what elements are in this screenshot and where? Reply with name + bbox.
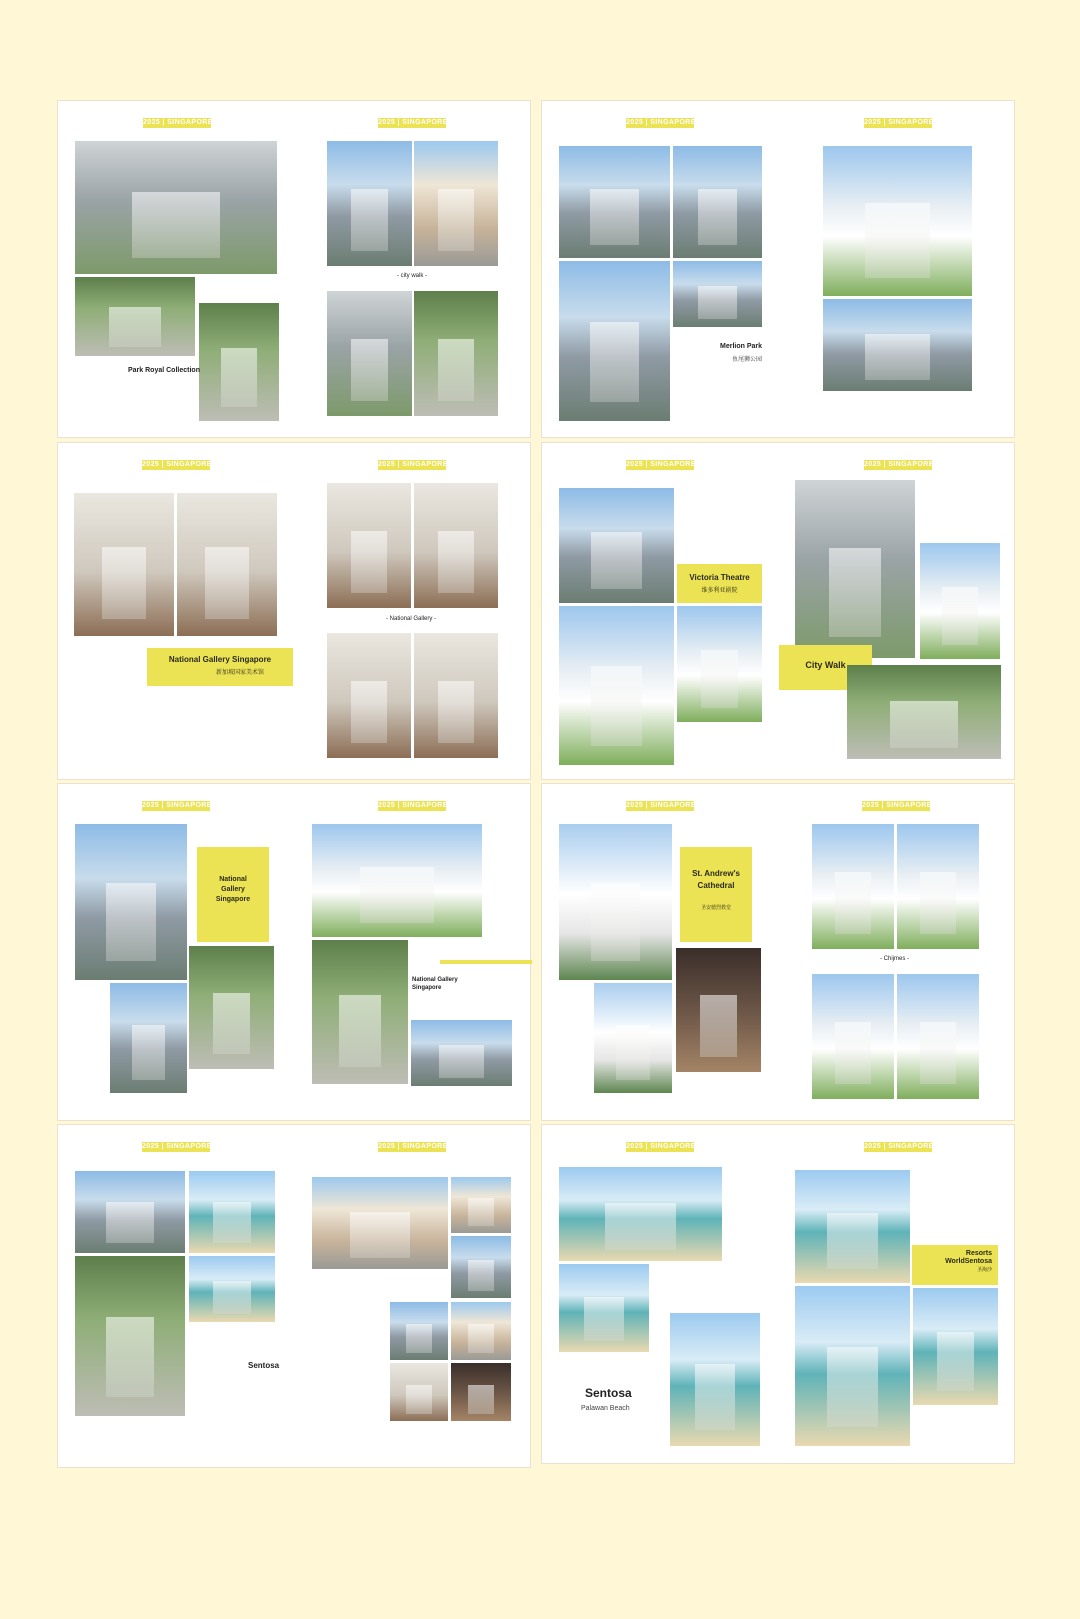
year-badge: 2025 | SINGAPORE [862,802,932,809]
spread-6 [541,783,1015,1121]
photo-palawan-lookout [670,1313,760,1446]
photo-park-royal-garden [75,277,195,356]
photo-chijmes-2 [897,824,979,949]
spread-3 [57,442,531,780]
label-st-andrews-line-2: Cathedral [697,881,735,890]
caption-national-gallery-2: Singapore [412,985,442,991]
label-national-gallery-title: National Gallery Singapore [168,655,272,664]
year-badge: 2025 | SINGAPORE [626,1143,696,1150]
photo-river-view [823,299,972,391]
caption-chijmes: - Chijmes - [880,956,910,962]
photo-park-royal-building [199,303,279,421]
photo-city-walk-1 [327,141,412,266]
photo-city-walk-park [847,665,1001,759]
photo-gallery-interior-4 [414,633,498,758]
spread-8 [541,1124,1015,1464]
photo-victoria-theatre-1 [559,606,674,765]
label-national-gallery-cn: 新加坡国家美术馆 [215,670,264,676]
caption-city-walk: - city walk - [397,273,427,279]
label-resorts-world-line-1: Resorts [965,1250,992,1257]
year-badge: 2025 | SINGAPORE [142,1143,212,1150]
label-city-walk-title: City Walk [805,660,846,670]
year-badge: 2025 | SINGAPORE [864,119,934,126]
accent-line [440,960,532,964]
label-resorts-world-cn: 圣淘沙 [976,1267,992,1273]
photo-gallery-arch [177,493,277,636]
subtitle-palawan-beach: Palawan Beach [581,1405,630,1412]
year-badge: 2025 | SINGAPORE [378,461,448,468]
year-badge: 2025 | SINGAPORE [626,119,696,126]
photo-merlion-4 [673,261,762,327]
photo-st-andrews-spire [594,983,672,1093]
photo-gallery-lawn [312,940,408,1084]
photo-palawan-beach-1 [559,1167,722,1261]
photo-street-1 [451,1177,511,1233]
photo-palawan-beach-2 [559,1264,649,1352]
spread-5 [57,783,531,1121]
year-badge: 2025 | SINGAPORE [142,461,212,468]
year-badge: 2025 | SINGAPORE [626,802,696,809]
label-victoria-theatre-cn: 维多利亚剧院 [701,588,738,594]
caption-national-gallery: - National Gallery - [386,616,437,622]
label-st-andrews-line-1: St. Andrew's [692,869,740,878]
photo-city-walk-building [920,543,1000,659]
photo-padang-skyline [411,1020,512,1086]
photo-gallery-stairs [74,493,174,636]
caption-sentosa: Sentosa [248,1361,280,1370]
label-st-andrews-cn: 圣安德烈教堂 [700,905,731,911]
photo-city-walk-4 [414,291,498,416]
photo-rooftop-pool [189,946,274,1069]
photo-st-andrews-exterior [559,824,672,980]
label-line-3: Singapore [215,896,251,903]
label-victoria-theatre-title: Victoria Theatre [689,573,750,582]
label-national-gallery-box [197,847,269,942]
photo-gallery-interior-3 [327,633,411,758]
year-badge: 2025 | SINGAPORE [378,802,448,809]
photo-merlion-2 [673,146,762,258]
photo-city-walk-2 [414,141,498,266]
photo-harbour [390,1302,448,1360]
year-badge: 2025 | SINGAPORE [864,461,934,468]
photo-food-court [451,1363,511,1421]
label-national-gallery [147,648,293,686]
caption-park-royal: Park Royal Collection [128,367,200,374]
photo-cafe [451,1302,511,1360]
caption-merlion-park: Merlion Park [720,343,763,350]
photo-suspension-bridge [795,1170,910,1283]
spread-2 [541,100,1015,438]
photo-sea-view [189,1256,275,1322]
spread-7 [57,1124,531,1468]
label-resorts-world-line-2: WorldSentosa [945,1258,992,1265]
caption-national-gallery-1: National Gallery [412,977,458,983]
photo-lookout-tower [913,1288,998,1405]
photo-rope-bridge [75,1256,185,1416]
photo-city-walk-canopy [795,480,915,658]
year-badge: 2025 | SINGAPORE [626,461,696,468]
year-badge: 2025 | SINGAPORE [378,119,448,126]
photo-colourful-shophouses [312,1177,448,1269]
photo-park-royal-walkway [75,141,277,274]
year-badge: 2025 | SINGAPORE [864,1143,934,1150]
photo-gallery-interior-2 [414,483,498,608]
spread-1 [57,100,531,438]
photo-chijmes-3 [812,974,894,1099]
title-sentosa: Sentosa [585,1386,632,1400]
photo-city-walk-3 [327,291,412,416]
photo-beach-walk [189,1171,275,1253]
photo-universal-globe [75,1171,185,1253]
photo-victoria-theatre-2 [677,606,762,722]
photo-st-andrews-interior [676,948,761,1072]
year-badge: 2025 | SINGAPORE [378,1143,448,1150]
photo-supreme-court [312,824,482,937]
photo-merlion-1 [559,146,670,258]
photo-island-lagoon [795,1286,910,1446]
photo-chijmes-1 [812,824,894,949]
label-st-andrews [680,847,752,942]
photo-gallery-interior-1 [327,483,411,608]
photo-cavenagh-bridge [823,146,972,296]
photo-skyline-spire [75,824,187,980]
photo-merlion-3 [559,261,670,421]
label-line-2: Gallery [221,886,245,893]
photo-hotel-tower [110,983,187,1093]
photo-obelisk [559,488,674,603]
photo-street-2 [451,1236,511,1298]
caption-merlion-cn: 鱼尾狮公园 [732,357,763,363]
year-badge: 2025 | SINGAPORE [142,802,212,809]
label-line-1: National [219,876,247,883]
photo-chijmes-4 [897,974,979,1099]
photo-food [390,1363,448,1421]
label-victoria-theatre [677,564,762,603]
label-resorts-world [912,1245,998,1285]
year-badge: 2025 | SINGAPORE [143,119,213,126]
spread-4 [541,442,1015,780]
